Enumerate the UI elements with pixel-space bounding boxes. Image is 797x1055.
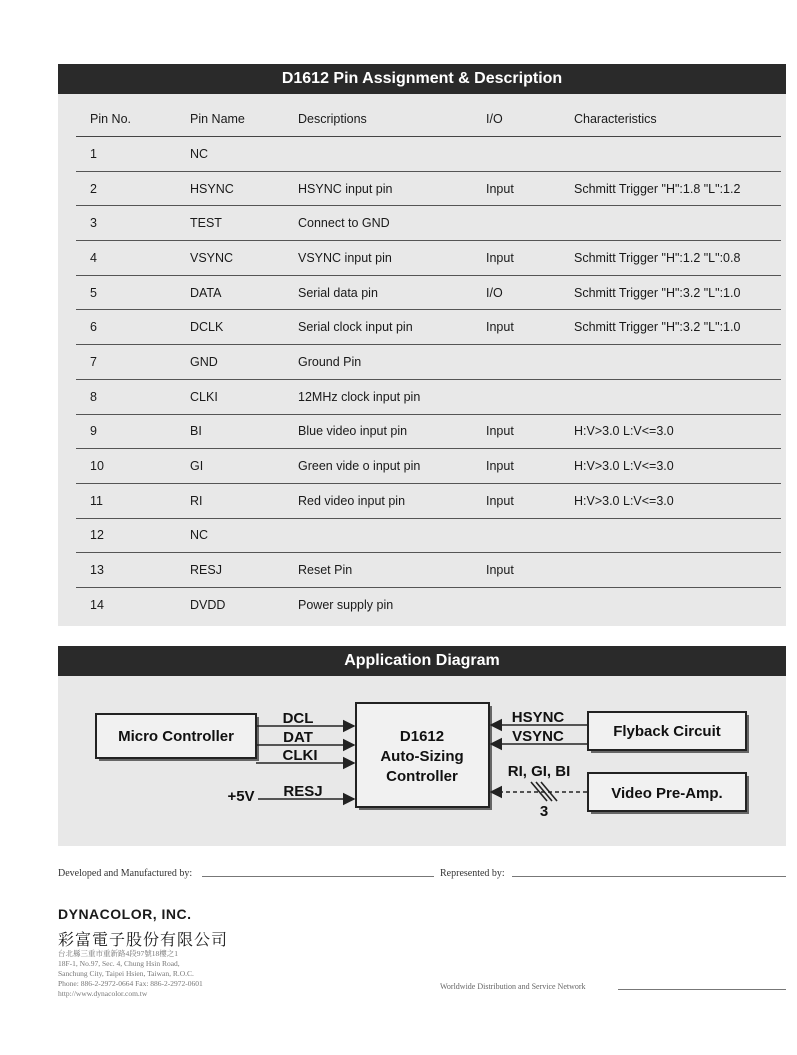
flyback-label: Flyback Circuit xyxy=(613,723,721,740)
application-diagram-panel xyxy=(58,646,786,846)
cell-pin-no: 9 xyxy=(76,414,190,449)
cell-pin-name: DCLK xyxy=(190,310,298,345)
cell-pin-name: RESJ xyxy=(190,553,298,588)
table-header-row xyxy=(76,102,781,137)
cell-description: VSYNC input pin xyxy=(298,241,486,276)
cell-characteristics: Schmitt Trigger "H":3.2 "L":1.0 xyxy=(574,275,781,310)
table-row xyxy=(76,414,781,449)
cell-description: Power supply pin xyxy=(298,597,394,612)
cell-description: Serial data pin xyxy=(298,275,486,310)
chip-label-line2: Auto-Sizing xyxy=(380,748,464,765)
pin-table-title: D1612 Pin Assignment & Description xyxy=(58,64,786,94)
table-row xyxy=(76,379,781,414)
cell-pin-name: GI xyxy=(190,449,298,484)
signal-dcl-label: DCL xyxy=(282,710,314,727)
cell-description: Serial clock input pin xyxy=(298,310,486,345)
cell-io: I/O xyxy=(486,275,574,310)
cell-characteristics xyxy=(574,553,781,588)
cell-description: Ground Pin xyxy=(298,345,486,380)
address-line: Sanchung City, Taipei Hsien, Taiwan, R.O.C. xyxy=(58,969,194,978)
cell-description: Connect to GND xyxy=(298,206,486,241)
cell-description: Green vide o input pin xyxy=(298,449,486,484)
signal-clki-label: CLKI xyxy=(282,747,318,764)
cell-pin-no: 12 xyxy=(76,518,190,553)
signal-vsync-label: VSYNC xyxy=(512,728,564,745)
application-diagram xyxy=(66,680,778,840)
table-row xyxy=(76,310,781,345)
represented-by-label: Represented by: xyxy=(440,868,505,879)
cell-pin-name: BI xyxy=(190,414,298,449)
header-descriptions: Descriptions xyxy=(298,102,486,137)
developed-by-rule xyxy=(202,876,434,877)
cell-io xyxy=(486,137,574,172)
cell-pin-no: 6 xyxy=(76,310,190,345)
cell-pin-name: NC xyxy=(190,137,298,172)
header-pin-no: Pin No. xyxy=(76,102,190,137)
cell-io xyxy=(486,518,574,553)
table-row xyxy=(76,553,781,588)
cell-pin-name: DATA xyxy=(190,275,298,310)
cell-characteristics xyxy=(574,379,781,414)
worldwide-distribution-label: Worldwide Distribution and Service Network xyxy=(440,982,586,991)
signal-dat-label: DAT xyxy=(283,729,313,746)
table-row xyxy=(76,587,781,621)
company-website-link[interactable]: http://www.dynacolor.com.tw xyxy=(58,989,148,998)
cell-pin-no: 1 xyxy=(76,137,190,172)
table-row xyxy=(76,137,781,172)
cell-characteristics xyxy=(574,137,781,172)
company-name: DYNACOLOR, INC. xyxy=(58,906,192,922)
developed-by-label: Developed and Manufactured by: xyxy=(58,868,193,879)
table-row xyxy=(76,483,781,518)
address-line: 18F-1, No.97, Sec. 4, Chung Hsin Road, xyxy=(58,959,180,968)
worldwide-distribution-rule xyxy=(618,989,786,990)
cell-description: Reset Pin xyxy=(298,553,486,588)
micro-controller-label: Micro Controller xyxy=(118,728,234,745)
cell-io: Input xyxy=(486,171,574,206)
cell-pin-name: VSYNC xyxy=(190,241,298,276)
chip-label-line3: Controller xyxy=(386,768,458,785)
cell-description: 12MHz clock input pin xyxy=(298,379,486,414)
cell-description: Red video input pin xyxy=(298,483,486,518)
signal-resj-label: RESJ xyxy=(283,783,323,800)
address-line: 台北縣三重市重新路4段97號18樓之1 xyxy=(58,949,178,958)
cell-pin-name: NC xyxy=(190,518,298,553)
header-io: I/O xyxy=(486,102,574,137)
cell-characteristics xyxy=(574,587,781,621)
d1612-chip-block xyxy=(356,703,492,810)
cell-pin-no: 13 xyxy=(76,553,190,588)
represented-by-rule xyxy=(512,876,786,877)
chip-label-line1: D1612 xyxy=(399,728,445,745)
cell-characteristics: H:V>3.0 L:V<=3.0 xyxy=(574,414,781,449)
cell-io xyxy=(486,379,574,414)
signal-rgb-label: RI, GI, BI xyxy=(507,763,571,780)
cell-characteristics: H:V>3.0 L:V<=3.0 xyxy=(574,483,781,518)
cell-characteristics xyxy=(574,206,781,241)
cell-io: Input xyxy=(486,483,574,518)
cell-pin-no: 2 xyxy=(76,171,190,206)
cell-pin-no: 14 xyxy=(90,597,104,612)
cell-characteristics: Schmitt Trigger "H":1.8 "L":1.2 xyxy=(574,171,781,206)
table-row xyxy=(76,345,781,380)
cell-pin-name: DVDD xyxy=(190,597,226,612)
pin-assignment-panel xyxy=(58,64,786,626)
cell-pin-name: GND xyxy=(190,345,298,380)
diagram-title: Application Diagram xyxy=(58,646,786,676)
cell-characteristics: Schmitt Trigger "H":1.2 "L":0.8 xyxy=(574,241,781,276)
signal-5v-label: +5V xyxy=(227,788,255,805)
cell-pin-no: 10 xyxy=(76,449,190,484)
cell-pin-no: 5 xyxy=(76,275,190,310)
table-row xyxy=(76,518,781,553)
video-preamp-block xyxy=(588,773,749,814)
table-row xyxy=(76,171,781,206)
video-preamp-label: Video Pre-Amp. xyxy=(611,785,723,802)
cell-description: HSYNC input pin xyxy=(298,171,486,206)
micro-controller-block xyxy=(96,714,259,761)
pin-table xyxy=(76,102,781,622)
cell-io xyxy=(486,587,574,621)
cell-pin-name: TEST xyxy=(190,206,298,241)
cell-io: Input xyxy=(486,241,574,276)
company-address xyxy=(58,949,203,999)
cell-pin-name: CLKI xyxy=(190,379,298,414)
cell-io: Input xyxy=(486,310,574,345)
header-pin-name: Pin Name xyxy=(190,102,298,137)
cell-io: Input xyxy=(486,414,574,449)
cell-pin-no: 11 xyxy=(76,483,190,518)
cell-pin-no: 8 xyxy=(76,379,190,414)
flyback-circuit-block xyxy=(588,712,749,753)
cell-description xyxy=(298,137,486,172)
signal-hsync-label: HSYNC xyxy=(511,709,565,726)
cell-description: Blue video input pin xyxy=(298,414,486,449)
address-line: Phone: 886-2-2972-0664 Fax: 886-2-2972-0601 xyxy=(58,979,203,988)
cell-pin-no: 4 xyxy=(76,241,190,276)
cell-io xyxy=(486,206,574,241)
table-row xyxy=(76,449,781,484)
cell-characteristics: Schmitt Trigger "H":3.2 "L":1.0 xyxy=(574,310,781,345)
cell-io: Input xyxy=(486,553,574,588)
header-characteristics: Characteristics xyxy=(574,102,781,137)
cell-pin-no: 3 xyxy=(76,206,190,241)
cell-pin-name: HSYNC xyxy=(190,171,298,206)
cell-pin-no: 7 xyxy=(76,345,190,380)
cell-characteristics xyxy=(574,345,781,380)
table-row xyxy=(76,206,781,241)
cell-description xyxy=(298,518,486,553)
cell-characteristics xyxy=(574,518,781,553)
cell-io xyxy=(486,345,574,380)
table-row xyxy=(76,241,781,276)
cell-io: Input xyxy=(486,449,574,484)
cell-pin-name: RI xyxy=(190,483,298,518)
table-row xyxy=(76,275,781,310)
company-name-chinese: 彩富電子股份有限公司 xyxy=(58,930,229,949)
cell-characteristics: H:V>3.0 L:V<=3.0 xyxy=(574,449,781,484)
diagram-svg xyxy=(66,680,778,840)
signal-bus-width-label: 3 xyxy=(539,803,549,820)
